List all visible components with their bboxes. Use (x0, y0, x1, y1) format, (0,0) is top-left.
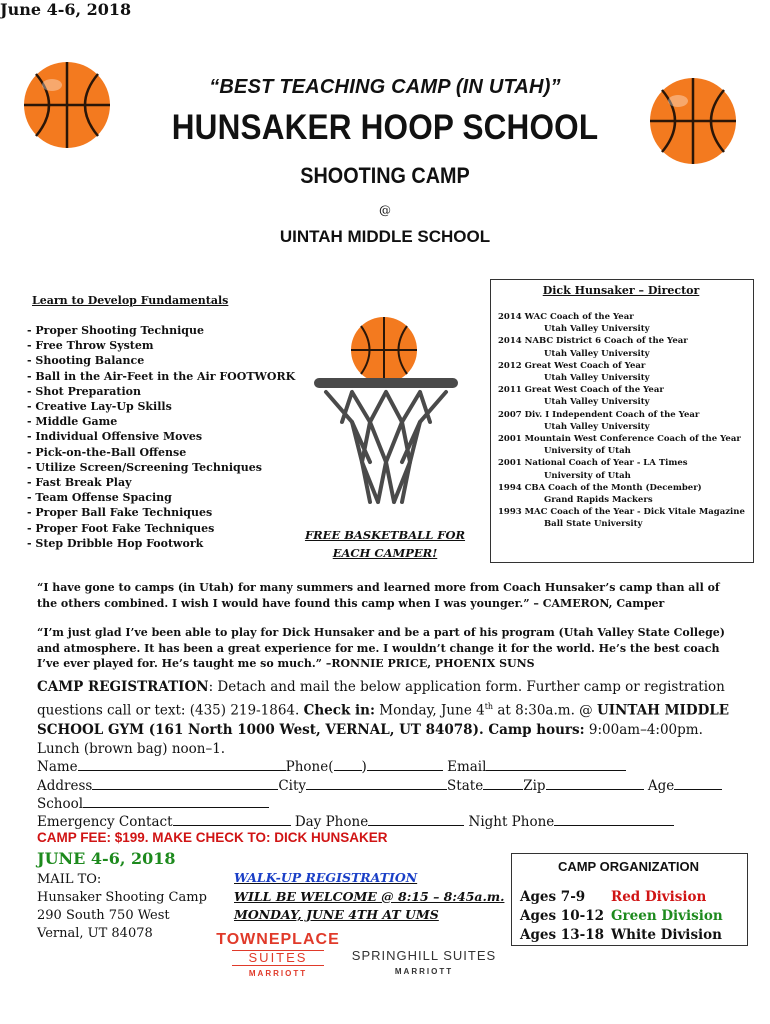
tagline: “BEST TEACHING CAMP (IN UTAH)” (209, 76, 561, 98)
form-row-name: Name Phone( ) Email (37, 756, 626, 775)
camp-organization-heading: CAMP ORGANIZATION (557, 859, 700, 874)
fundamentals-heading: Learn to Develop Fundamentals (32, 294, 229, 307)
free-basketball-note: FREE BASKETBALL FOR EACH CAMPER! (304, 528, 466, 560)
fundamentals-list (27, 323, 295, 551)
zip-field[interactable] (546, 775, 644, 790)
at-symbol: @ (379, 203, 391, 217)
basketball-hoop-icon (312, 312, 460, 522)
age-field[interactable] (674, 775, 722, 790)
name-label: Name (37, 759, 78, 775)
state-field[interactable] (483, 775, 523, 790)
city-field[interactable] (306, 775, 447, 790)
list-item: - Creative Lay-Up Skills (27, 400, 172, 414)
name-field[interactable] (78, 756, 286, 771)
list-item: - Step Dribble Hop Footwork (27, 536, 204, 550)
springhill-suites-logo: SPRINGHILL SUITES MARRIOTT (351, 948, 497, 976)
night-phone-label: Night Phone (468, 814, 555, 830)
list-item: - Shot Preparation (27, 384, 141, 398)
division-row: Ages 13-18 White Division (520, 927, 722, 943)
list-item: 2014 NABC District 6 Coach of the Year Utah Valley University (498, 336, 688, 359)
list-item: 2012 Great West Coach of Year Utah Valley University (498, 360, 650, 384)
phone-label: Phone( (285, 759, 334, 775)
camp-date: June 4-6, 2018 (0, 0, 132, 19)
school-label: School (37, 796, 84, 812)
camp-fee: CAMP FEE: $199. MAKE CHECK TO: DICK HUNSAKER (37, 830, 388, 845)
list-item: 1994 CBA Coach of the Month (December) Grand Rapids Mackers (498, 482, 702, 506)
mail-to-label: MAIL TO: (37, 872, 102, 887)
address-label: Address (37, 778, 93, 794)
list-item: - Free Throw System (27, 339, 154, 353)
list-item: - Pick-on-the-Ball Offense (27, 445, 187, 459)
emergency-field[interactable] (173, 811, 291, 826)
list-item: - Proper Ball Fake Techniques (27, 506, 213, 520)
list-item: - Individual Offensive Moves (27, 430, 203, 444)
director-awards-list (498, 311, 745, 531)
age-label: Age (647, 778, 675, 794)
mail-address-line: Hunsaker Shooting Camp (37, 890, 207, 905)
list-item: - Middle Game (27, 415, 118, 429)
list-item: - Team Offense Spacing (27, 491, 172, 505)
night-phone-field[interactable] (554, 811, 674, 826)
list-item: 1993 MAC Coach of the Year - Dick Vitale Magazine Ball State University (498, 507, 745, 530)
list-item: - Proper Shooting Technique (27, 324, 204, 337)
phone-field[interactable] (367, 756, 443, 771)
list-item: 2011 Great West Coach of the Year Utah Valley University (498, 385, 664, 408)
walkup-registration: WALK-UP REGISTRATION WILL BE WELCOME @ 8:15 – 8:45a.m. MONDAY, JUNE 4TH AT UMS (234, 870, 505, 922)
list-item: - Shooting Balance (27, 354, 145, 368)
emergency-label: Emergency Contact (37, 814, 173, 830)
list-item: 2001 Mountain West Conference Coach of the Year University of Utah (498, 434, 741, 457)
zip-label: Zip (523, 778, 546, 794)
form-row-address (37, 775, 722, 794)
list-item: 2001 National Coach of Year - LA Times University of Utah (498, 458, 688, 481)
testimonial-quote: “I have gone to camps (in Utah) for many summers and learned more from Coach Hunsaker’s camp than all of the others combined. I wish I would have found this camp when I was younger.” – CAMERON, Camper (37, 581, 720, 610)
email-field[interactable] (486, 756, 626, 771)
list-item: - Fast Break Play (27, 476, 132, 490)
testimonial-quote: “I’m just glad I’ve been able to play for Dick Hunsaker and be a part of his program (Utah Valley State College) and atmosphere. It has been a great experience for me. I wouldn’t change it for the world. He’s the best coach I’ve ever played for. He’s taught me so much.” –RONNIE PRICE, PHOENIX SUNS (37, 626, 726, 670)
day-phone-field[interactable] (368, 811, 464, 826)
day-phone-label: Day Phone (294, 814, 369, 830)
email-label: Email (447, 759, 487, 775)
address-field[interactable] (92, 775, 278, 790)
page-title: HUNSAKER HOOP SCHOOL (171, 108, 599, 147)
school-field[interactable] (83, 793, 269, 808)
division-row: Ages 7-9 Red Division (520, 889, 707, 905)
list-item: - Utilize Screen/Screening Techniques (27, 460, 262, 474)
camp-dates-banner: JUNE 4-6, 2018 (37, 849, 176, 868)
list-item: - Proper Foot Fake Techniques (27, 521, 215, 535)
city-label: City (278, 778, 307, 794)
registration-paragraph: CAMP REGISTRATION: Detach and mail the below application form. Further camp or registration questions call or text: (435) 219-1864. Check in: Monday, June 4th at 8:30a.m. @ UINTAH MIDDLE SCHOOL GYM (161 North 1000 West, VERNAL, UT 84078). Camp hours: 9:00am–4:00pm. Lunch (brown bag) noon–1. (37, 679, 730, 757)
towneplace-suites-logo: TOWNEPLACE SUITES MARRIOTT (216, 931, 340, 978)
mail-address-line: Vernal, UT 84078 (37, 926, 153, 941)
director-heading: Dick Hunsaker – Director (542, 284, 700, 297)
list-item: 2007 Div. I Independent Coach of the Year Utah Valley University (498, 409, 700, 432)
state-label: State (447, 778, 484, 794)
list-item: 2014 WAC Coach of the Year Utah Valley University (498, 312, 650, 335)
subtitle: SHOOTING CAMP (300, 163, 470, 188)
list-item: - Ball in the Air-Feet in the Air FOOTWORK (27, 369, 296, 383)
venue: UINTAH MIDDLE SCHOOL (279, 227, 491, 246)
mail-address-line: 290 South 750 West (37, 908, 170, 923)
division-row: Ages 10-12 Green Division (520, 908, 723, 924)
phone-area-field[interactable] (334, 756, 362, 771)
form-row-school (37, 793, 269, 812)
form-row-emergency (37, 811, 674, 830)
